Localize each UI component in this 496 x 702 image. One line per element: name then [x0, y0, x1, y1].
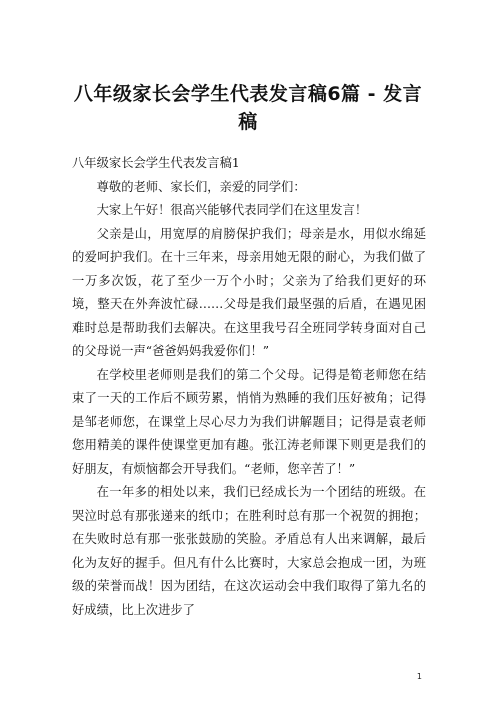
paragraph-teachers: 在学校里老师则是我们的第二个父母。记得是筍老师您在结束了一天的工作后不顾劳累，悄悄为熟睡的我们压好被角；记得是邹老师您，在课堂上尽心尽力为我们讲解题目；记得是袁老师您用精美的课件使课堂更加有趣。张江涛老师课下则更是我们的好朋友，有烦恼都会开导我们。“老师，您辛苦了！”	[72, 367, 426, 476]
paragraph-parents: 父亲是山，用宽厚的肩膀保护我们；母亲是水，用似水绵延的爱呵护我们。在十三年来，母亲用她无限的耐心，为我们做了一万多次饭，花了至少一万个小时；父亲为了给我们更好的环境，整天在外奔波忙碌……父母是我们最坚强的后盾，在遇见困难时总是帮助我们去解决。在这里我号召全班同学转身面对自己的父母说一声“爸爸妈妈我爱你们！”	[72, 226, 426, 358]
document-body	[72, 152, 426, 622]
document-title: 八年级家长会学生代表发言稿6篇 - 发言稿	[73, 83, 423, 133]
section-heading: 八年级家长会学生代表发言稿1	[72, 156, 240, 170]
page-number: 1	[416, 672, 422, 681]
paragraph-greeting: 大家上午好！很高兴能够代表同学们在这里发言！	[96, 203, 368, 217]
paragraph-class: 在一年多的相处以来，我们已经成长为一个团结的班级。在哭泣时总有那张递来的纸巾；在胜利时总有那一个祝贺的拥抱；在失败时总有那一张张鼓励的笑脸。矛盾总有人出来调解，最后化为友好的握手。但凡有什么比赛时，大家总会抱成一团，为班级的荣誉而战！因为团结，在这次运动会中我们取得了第九名的好成绩，比上次进步了	[72, 485, 426, 617]
paragraph-salutation: 尊敬的老师、家长们，亲爱的同学们：	[96, 179, 306, 194]
